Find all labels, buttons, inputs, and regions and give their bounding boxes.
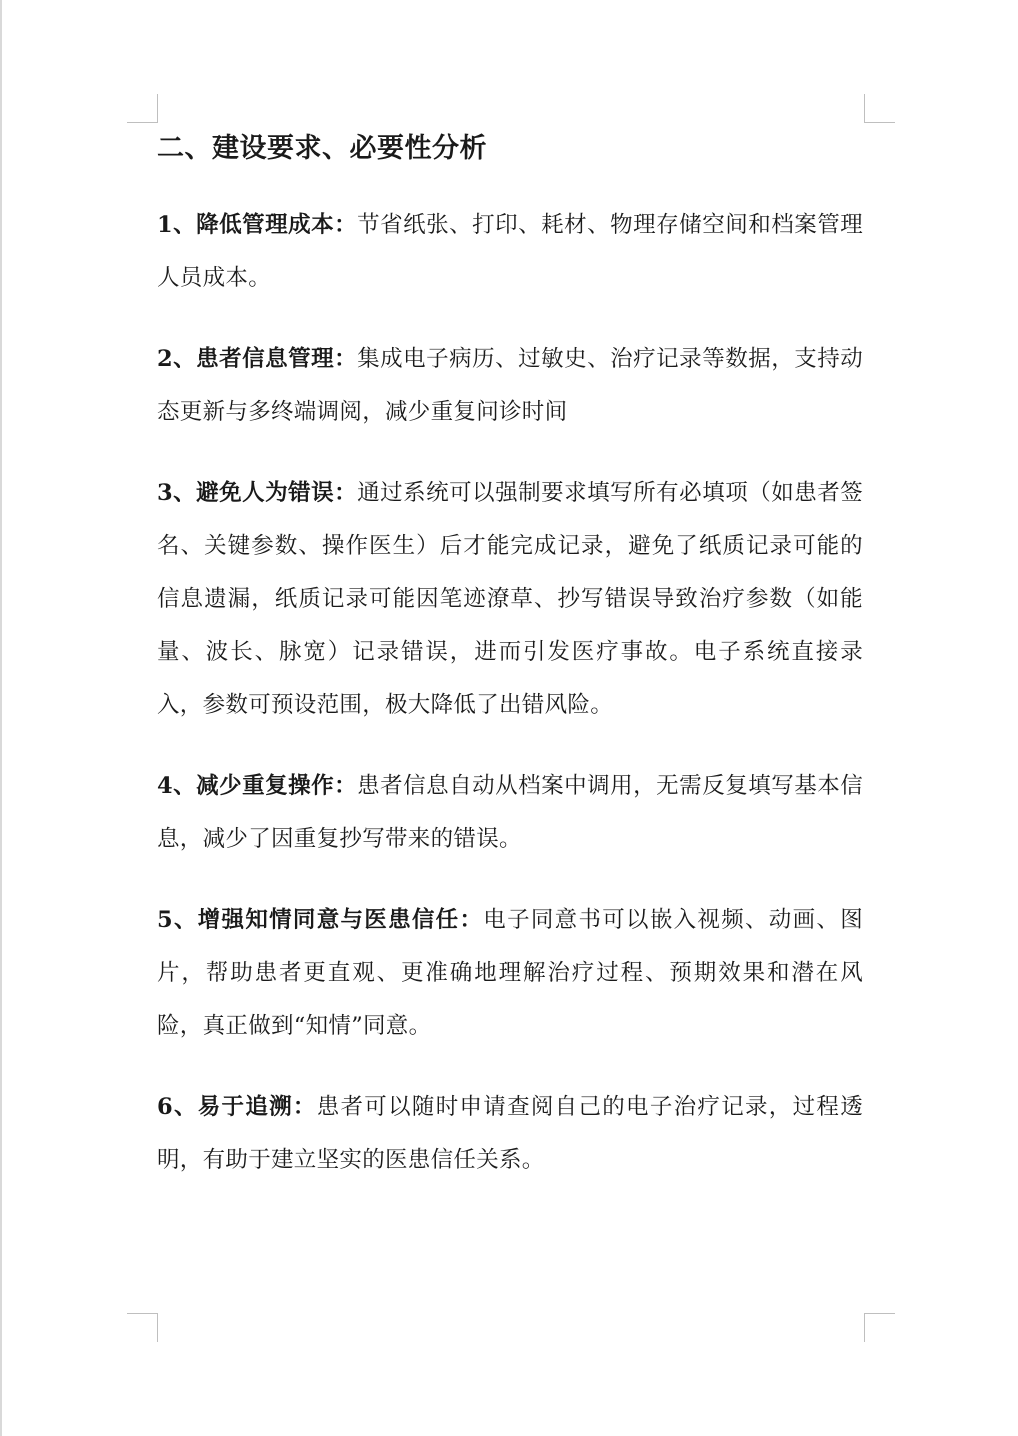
paragraph-lead: 1、降低管理成本： bbox=[157, 212, 358, 238]
paragraph-5 bbox=[157, 894, 863, 1053]
document-body bbox=[157, 124, 863, 1187]
paragraph-4 bbox=[157, 760, 863, 866]
paragraph-text: 患者可以随时申请查阅自己的电子治疗记录，过程透明，有助于建立坚实的医患信任关系。 bbox=[157, 1094, 863, 1173]
paragraph-lead: 6、易于追溯： bbox=[157, 1094, 317, 1120]
paragraph-2 bbox=[157, 333, 863, 439]
paragraph-lead: 4、减少重复操作： bbox=[157, 773, 358, 799]
margin-corner-bottom-left bbox=[127, 1313, 158, 1342]
paragraph-6 bbox=[157, 1081, 863, 1187]
paragraph-text: 通过系统可以强制要求填写所有必填项（如患者签名、关键参数、操作医生）后才能完成记录，避免了纸质记录可能的信息遗漏，纸质记录可能因笔迹潦草、抄写错误导致治疗参数（如能量、波长、脉宽）记录错误，进而引发医疗事故。电子系统直接录入，参数可预设范围，极大降低了出错风险。 bbox=[157, 480, 863, 718]
paragraph-lead: 3、避免人为错误： bbox=[157, 480, 358, 506]
paragraph-text: 电子同意书可以嵌入视频、动画、图片，帮助患者更直观、更准确地理解治疗过程、预期效果和潜在风险，真正做到“知情”同意。 bbox=[157, 907, 863, 1039]
paragraph-text: 节省纸张、打印、耗材、物理存储空间和档案管理人员成本。 bbox=[157, 212, 863, 291]
paragraph-1 bbox=[157, 199, 863, 305]
paragraph-lead: 2、患者信息管理： bbox=[157, 346, 358, 372]
paragraph-text: 患者信息自动从档案中调用，无需反复填写基本信息，减少了因重复抄写带来的错误。 bbox=[157, 773, 863, 852]
paragraph-3 bbox=[157, 467, 863, 732]
paragraph-text: 集成电子病历、过敏史、治疗记录等数据，支持动态更新与多终端调阅，减少重复问诊时间 bbox=[157, 346, 863, 425]
paragraph-lead: 5、增强知情同意与医患信任： bbox=[157, 907, 484, 933]
page-edge bbox=[0, 0, 2, 1436]
margin-corner-bottom-right bbox=[864, 1313, 895, 1342]
margin-corner-top-left bbox=[127, 94, 158, 123]
section-heading: 二、建设要求、必要性分析 bbox=[157, 133, 487, 164]
margin-corner-top-right bbox=[864, 94, 895, 123]
